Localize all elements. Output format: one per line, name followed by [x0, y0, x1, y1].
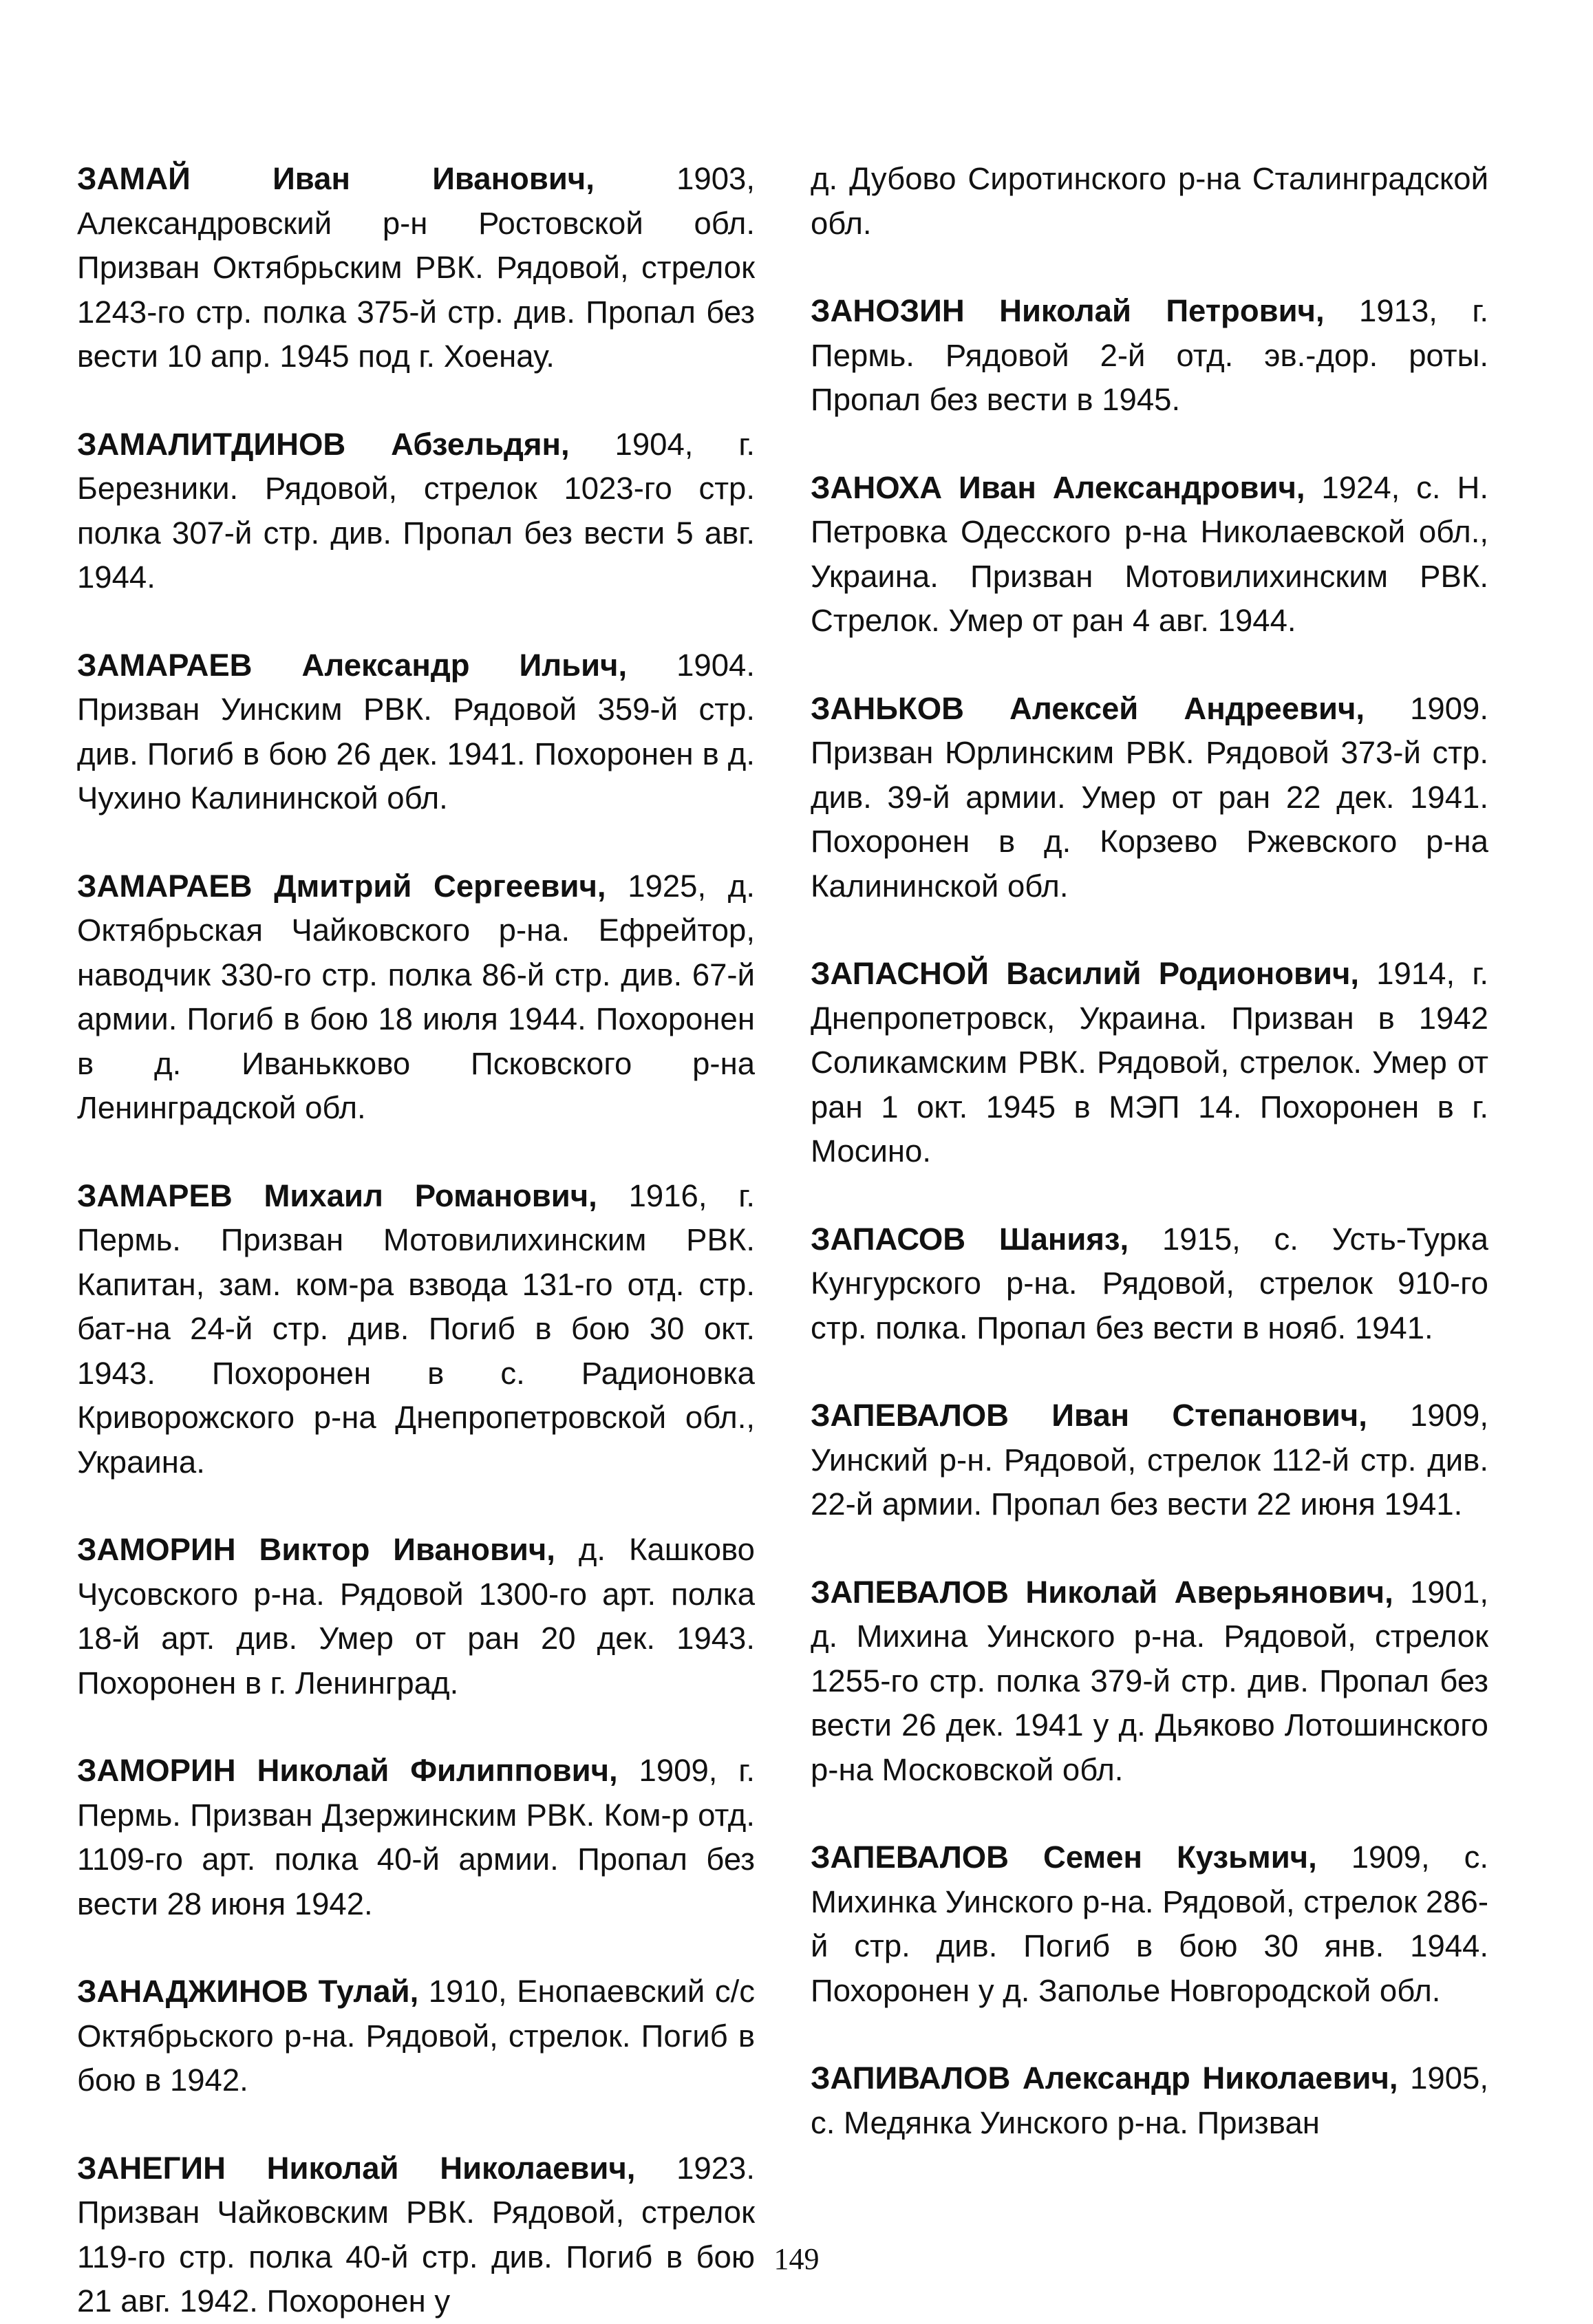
entry — [811, 952, 1488, 1174]
entry — [811, 289, 1488, 423]
entry-text: 1909, с. Михинка Уинского р-на. Рядовой, стрелок 286-й стр. див. Погиб в бою 30 янв. 1944. Похоронен у д. Заполье Новгородской обл. — [811, 1840, 1488, 2008]
entry — [811, 1835, 1488, 2013]
entry — [77, 157, 755, 379]
entry-continuation — [811, 157, 1488, 246]
entry-text: 1905, с. Медянка Уинского р-на. Призван — [811, 2060, 1488, 2140]
entry-text: д. Дубово Сиротинского р-на Сталинградской обл. — [811, 161, 1488, 241]
entry — [811, 2056, 1488, 2145]
entry-text: 1903, Александровский р-н Ростовской обл. Призван Октябрьским РВК. Рядовой, стрелок 1243-го стр. полка 375-й стр. див. Пропал без вести 10 апр. 1945 под г. Хоенау. — [77, 161, 755, 374]
entry-name: ЗАПАСОВ Шанияз, — [811, 1221, 1129, 1257]
entry-name: ЗАМАРЕВ Михаил Романович, — [77, 1177, 597, 1213]
entry — [77, 1174, 755, 1485]
entry — [77, 2146, 755, 2324]
entry — [77, 643, 755, 821]
entry-name: ЗАПЕВАЛОВ Николай Аверьянович, — [811, 1574, 1393, 1610]
entry-name: ЗАМОРИН Николай Филиппович, — [77, 1753, 618, 1788]
entry-name: ЗАМАРАЕВ Александр Ильич, — [77, 647, 628, 683]
right-column — [811, 157, 1488, 2145]
entry-text: 1910, Енопаевский с/с Октябрьского р-на. Рядовой, стрелок. Погиб в бою в 1942. — [77, 1974, 755, 2098]
entry-text: 1924, с. Н. Петровка Одесского р-на Николаевской обл., Украина. Призван Мотовилихинским РВК. Стрелок. Умер от ран 4 авг. 1944. — [811, 469, 1488, 638]
entry-name: ЗАНОЗИН Николай Петрович, — [811, 293, 1325, 328]
entry-name: ЗАНЕГИН Николай Николаевич, — [77, 2150, 636, 2186]
entry-name: ЗАПЕВАЛОВ Семен Кузьмич, — [811, 1840, 1317, 1875]
entry — [77, 1528, 755, 1705]
entry-name: ЗАМОРИН Виктор Иванович, — [77, 1532, 555, 1567]
entry-text: 1914, г. Днепропетровск, Украина. Призван в 1942 Соликамским РВК. Рядовой, стрелок. Умер от ран 1 окт. 1945 в МЭП 14. Похоронен в г. Мосино. — [811, 956, 1488, 1169]
entry-text: 1909. Призван Юрлинским РВК. Рядовой 373-й стр. див. 39-й армии. Умер от ран 22 дек. 1941. Похоронен в д. Корзево Ржевского р-на Калининской обл. — [811, 690, 1488, 904]
entry-name: ЗАПАСНОЙ Василий Родионович, — [811, 956, 1360, 991]
entry — [811, 1394, 1488, 1527]
entry-text: 1901, д. Михина Уинского р-на. Рядовой, стрелок 1255-го стр. полка 379-й стр. див. Пропал без вести 26 дек. 1941 у д. Дьяково Лотошинского р-на Московской обл. — [811, 1574, 1488, 1787]
entry-text: 1909, Уинский р-н. Рядовой, стрелок 112-й стр. див. 22-й армии. Пропал без вести 22 июня 1941. — [811, 1398, 1488, 1522]
entry — [811, 466, 1488, 643]
entry-name: ЗАНАДЖИНОВ Тулай, — [77, 1974, 419, 2009]
entry-name: ЗАМАРАЕВ Дмитрий Сергеевич, — [77, 868, 606, 904]
left-column — [77, 157, 755, 2324]
entry — [77, 423, 755, 600]
entry-text: 1909, г. Пермь. Призван Дзержинским РВК. Ком-р отд. 1109-го арт. полка 40-й армии. Пропал без вести 28 июня 1942. — [77, 1753, 755, 1921]
entry-text: 1916, г. Пермь. Призван Мотовилихинским РВК. Капитан, зам. ком-ра взвода 131-го отд. стр. бат-на 24-й стр. див. Погиб в бою 30 окт. 1943. Похоронен в с. Радионовка Криворожского р-на Днепропетровской обл., Украина. — [77, 1177, 755, 1480]
entry-text: 1915, с. Усть-Турка Кунгурского р-на. Рядовой, стрелок 910-го стр. полка. Пропал без вести в нояб. 1941. — [811, 1221, 1488, 1345]
entry — [77, 864, 755, 1131]
entry — [811, 687, 1488, 909]
entry-name: ЗАМАЙ Иван Иванович, — [77, 161, 595, 196]
entry-name: ЗАМАЛИТДИНОВ Абзельдян, — [77, 426, 570, 462]
entry-name: ЗАПЕВАЛОВ Иван Степанович, — [811, 1398, 1367, 1433]
entry-text: д. Кашково Чусовского р-на. Рядовой 1300-го арт. полка 18-й арт. див. Умер от ран 20 дек. 1943. Похоронен в г. Ленинград. — [77, 1532, 755, 1701]
entry — [77, 1970, 755, 2103]
page-number: 149 — [773, 2242, 820, 2276]
entry — [811, 1217, 1488, 1351]
entry-text: 1925, д. Октябрьская Чайковского р-на. Ефрейтор, наводчик 330-го стр. полка 86-й стр. див. 67-й армии. Погиб в бою 18 июля 1944. Похоронен в д. Иванькково Псковского р-на Ленинградской обл. — [77, 868, 755, 1125]
entry-text: 1904, г. Березники. Рядовой, стрелок 1023-го стр. полка 307-й стр. див. Пропал без вести 5 авг. 1944. — [77, 426, 755, 595]
entry-name: ЗАНЬКОВ Алексей Андреевич, — [811, 690, 1365, 726]
entry — [77, 1749, 755, 1926]
entry-name: ЗАПИВАЛОВ Александр Николаевич, — [811, 2060, 1398, 2096]
entry-text: 1913, г. Пермь. Рядовой 2-й отд. эв.-дор. роты. Пропал без вести в 1945. — [811, 293, 1488, 417]
entry — [811, 1570, 1488, 1793]
entry-text: 1923. Призван Чайковским РВК. Рядовой, стрелок 119-го стр. полка 40-й стр. див. Погиб в бою 21 авг. 1942. Похоронен у — [77, 2150, 755, 2318]
entry-name: ЗАНОХА Иван Александрович, — [811, 469, 1305, 505]
entry-text: 1904. Призван Уинским РВК. Рядовой 359-й стр. див. Погиб в бою 26 дек. 1941. Похоронен в д. Чухино Калининской обл. — [77, 647, 755, 815]
